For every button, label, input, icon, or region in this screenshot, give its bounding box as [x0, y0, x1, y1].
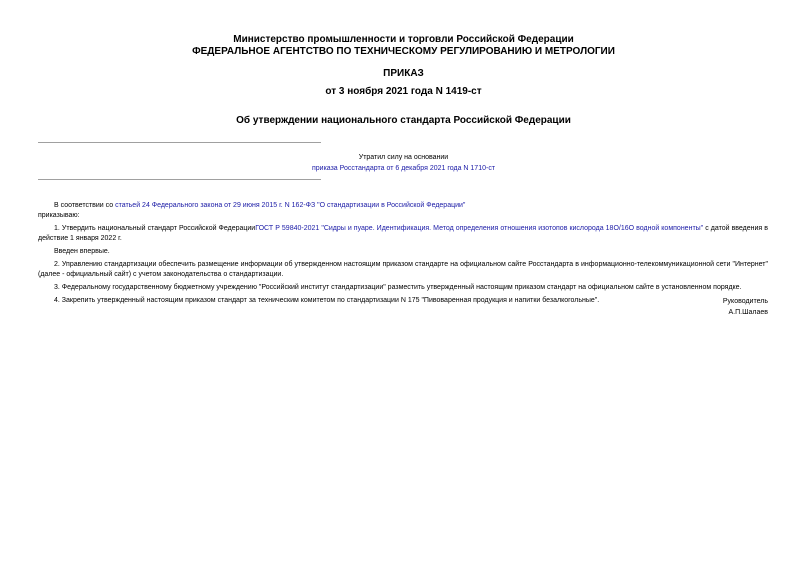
law-link[interactable]: статьей 24 Федерального закона от 29 июня 2015 г. N 162-ФЗ "О стандартизации в Российской Федерации"	[115, 202, 466, 209]
ministry-name: Министерство промышленности и торговли Российской Федерации	[233, 34, 574, 45]
gost-link[interactable]: ГОСТ Р 59840-2021 "Сидры и пуаре. Идентификация. Метод определения отношения изотопов кислорода 18O/16O водной компоненты"	[255, 225, 704, 232]
agency-name: ФЕДЕРАЛЬНОЕ АГЕНТСТВО ПО ТЕХНИЧЕСКОМУ РЕГУЛИРОВАНИЮ И МЕТРОЛОГИИ	[192, 46, 615, 57]
intro-prefix: В соответствии со	[54, 202, 116, 209]
intro-paragraph	[38, 201, 768, 211]
item-3: 3. Федеральному государственному бюджетному учреждению "Российский институт стандартизации" разместить утвержденный настоящим приказом стандарт на официальном сайте в установленном порядке.	[54, 284, 742, 291]
divider-top	[38, 142, 321, 143]
document-body	[38, 201, 768, 306]
doc-date-number: от 3 ноября 2021 года N 1419-ст	[325, 86, 482, 97]
item-1-prefix: 1. Утвердить национальный стандарт Российской Федерации	[54, 225, 256, 232]
item-1-suffix: с датой введения в действие 1 января 2022 г.	[38, 225, 768, 242]
signature-name: А.П.Шалаев	[728, 309, 768, 316]
item-4: 4. Закрепить утвержденный настоящим приказом стандарт за техническим комитетом по стандартизации N 175 "Пивоваренная продукция и напитки безалкогольные".	[54, 297, 600, 304]
notice-link-row	[0, 164, 807, 174]
doc-type: ПРИКАЗ	[383, 68, 424, 79]
first-time-note: Введен впервые.	[54, 248, 110, 255]
item-2: 2. Управлению стандартизации обеспечить размещение информации об утвержденном настоящим приказом стандарте на официальном сайте Росстандарта в информационно-телекоммуникационной сети "Интернет" (далее - официальный сайт) с учетом законодательства о стандартизации.	[38, 261, 768, 278]
item-1	[38, 224, 768, 244]
signature-role: Руководитель	[722, 298, 768, 305]
divider-bottom	[38, 179, 321, 180]
notice-line: Утратил силу на основании	[358, 154, 449, 161]
order-word: приказываю:	[38, 212, 80, 219]
repeal-order-link[interactable]: приказа Росстандарта от 6 декабря 2021 года N 1710-ст	[311, 165, 496, 172]
doc-title: Об утверждении национального стандарта Российской Федерации	[236, 115, 571, 126]
